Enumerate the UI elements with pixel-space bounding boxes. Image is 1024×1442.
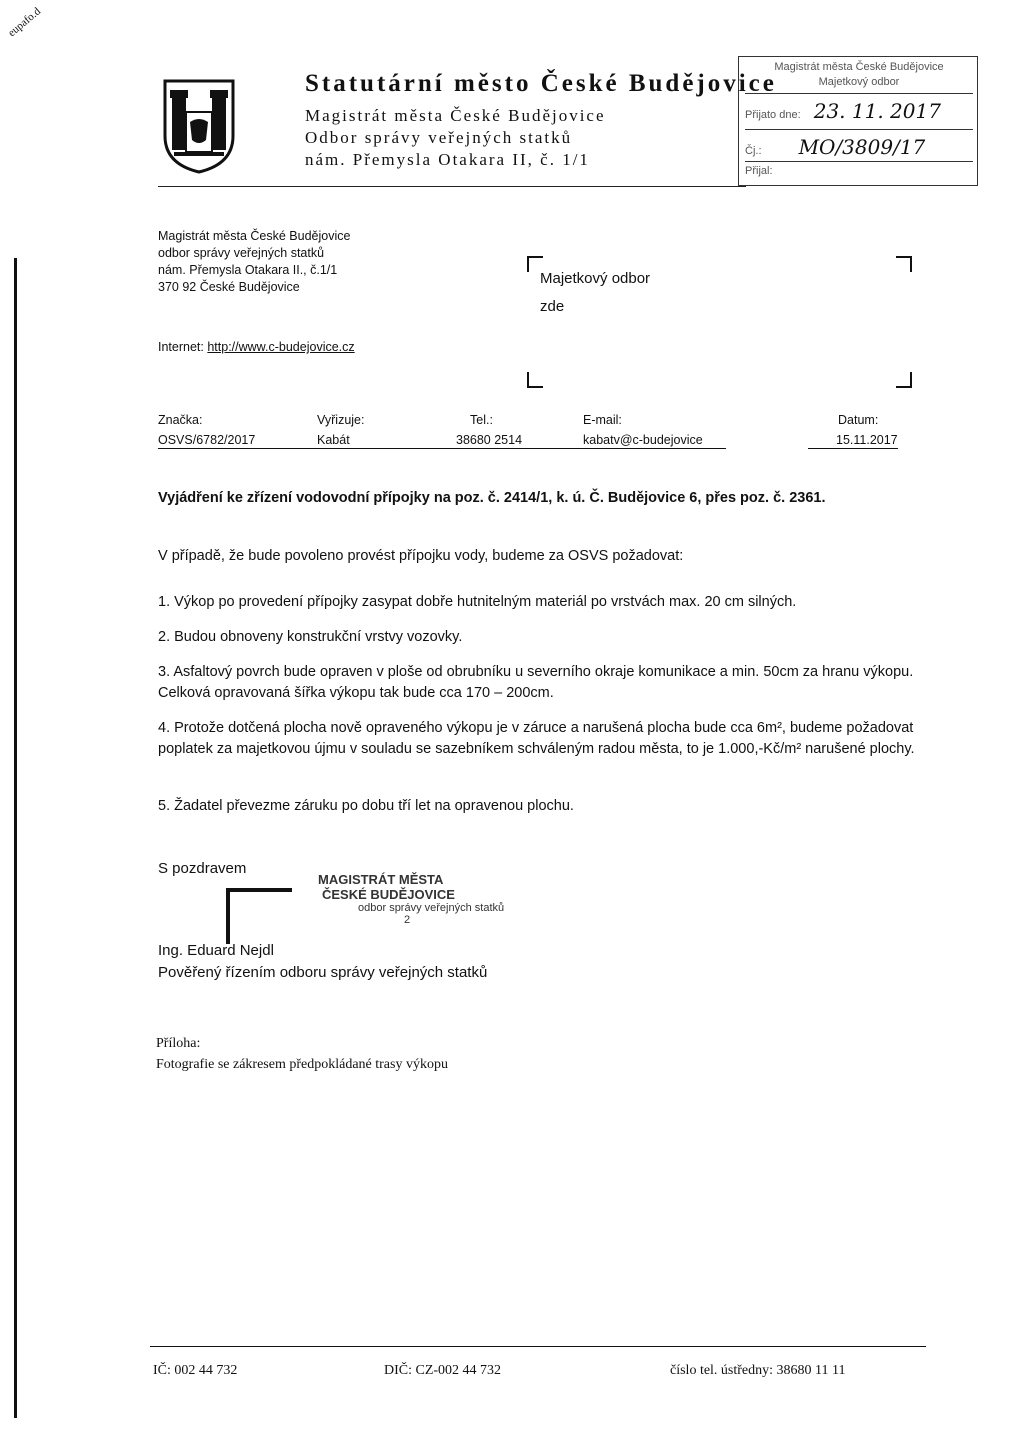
footer-rule: [150, 1346, 926, 1347]
footer-tel: číslo tel. ústředny: 38680 11 11: [670, 1363, 846, 1378]
sender-line-2: odbor správy veřejných statků: [158, 246, 325, 260]
stamp-prijal-label: Přijal:: [745, 165, 773, 177]
requirement-item-4: 4. Protože dotčená plocha nově opraveného výkopu je v záruce a narušená plocha bude cca 6m², budeme požadovat poplatek za majetkovou újmu v souladu se sazebníkem schváleným radou města, to je 1.000,-Kč/m² narušené plochy.: [158, 720, 915, 757]
requirement-item-5: 5. Žadatel převezme záruku po dobu tří let na opravenou plochu.: [158, 798, 574, 814]
received-stamp: [738, 56, 978, 186]
email-label: E-mail:: [583, 413, 622, 427]
footer-dic: DIČ: CZ-002 44 732: [384, 1363, 502, 1378]
intro-text: V případě, že bude povoleno provést přípojku vody, budeme za OSVS požadovat:: [158, 548, 684, 564]
stamp-org: Magistrát města České Budějovice: [774, 61, 944, 73]
recipient-line-1: Majetkový odbor: [540, 270, 651, 287]
official-stamp-line-3: odbor správy veřejných statků: [358, 902, 505, 914]
stamp-cj-value: MO/3809/17: [798, 135, 926, 159]
requirement-item-1: 1. Výkop po provedení přípojky zasypat dobře hutnitelným materiál po vrstvách max. 20 cm silných.: [158, 594, 797, 610]
window-corner-br: [896, 372, 912, 388]
stamp-received-value: 23. 11. 2017: [813, 99, 941, 123]
official-stamp-line-4: 2: [404, 914, 411, 926]
sender-line-1: Magistrát města České Budějovice: [158, 229, 351, 243]
stamp-dept: Majetkový odbor: [818, 76, 900, 88]
signature-redaction: [226, 888, 292, 944]
requirement-item-2: 2. Budou obnoveny konstrukční vrstvy vozovky.: [158, 629, 463, 645]
tel-label: Tel.:: [470, 413, 493, 427]
internet-line: [158, 340, 355, 354]
window-corner-tr: [896, 256, 912, 272]
closing-text: S pozdravem: [158, 860, 247, 877]
subject-line: Vyjádření ke zřízení vodovodní přípojky na poz. č. 2414/1, k. ú. Č. Budějovice 6, přes poz. č. 2361.: [158, 490, 826, 506]
window-corner-bl: [527, 372, 543, 388]
header-line-3: nám. Přemysla Otakara II, č. 1/1: [305, 150, 590, 169]
sender-line-4: 370 92 České Budějovice: [158, 280, 300, 294]
reference-rule: [158, 448, 726, 449]
internet-link[interactable]: http://www.c-budejovice.cz: [207, 340, 355, 354]
corner-note: eupafo.d: [6, 5, 43, 40]
attachment-text: Fotografie se zákresem předpokládané trasy výkopu: [156, 1057, 448, 1072]
znacka-value: OSVS/6782/2017: [158, 433, 256, 447]
recipient-line-2: zde: [540, 298, 565, 315]
header-line-1: Magistrát města České Budějovice: [305, 106, 606, 125]
sender-line-3: nám. Přemysla Otakara II., č.1/1: [158, 263, 338, 277]
stamp-cj-label: Čj.:: [745, 145, 762, 157]
official-stamp-line-2: ČESKÉ BUDĚJOVICE: [322, 887, 455, 902]
header-line-2: Odbor správy veřejných statků: [305, 128, 573, 147]
tel-value: 38680 2514: [456, 433, 523, 447]
header-rule: [158, 186, 746, 187]
reference-rule-date: [808, 448, 898, 449]
datum-label: Datum:: [838, 413, 879, 427]
left-margin-rule: [14, 258, 17, 1418]
vyrizuje-label: Vyřizuje:: [317, 413, 365, 427]
email-value: kabatv@c-budejovice: [583, 433, 703, 447]
stamp-received-label: Přijato dne:: [745, 109, 801, 121]
official-stamp-line-1: MAGISTRÁT MĚSTA: [318, 872, 444, 887]
signer-name: Ing. Eduard Nejdl: [158, 942, 274, 959]
requirement-item-3: 3. Asfaltový povrch bude opraven v ploše od obrubníku u severního okraje komunikace a min. 50cm za hranu výkopu. Celková opravovaná šířka výkopu tak bude cca 170 – 200cm.: [158, 664, 914, 701]
znacka-label: Značka:: [158, 413, 203, 427]
attachment-label: Příloha:: [156, 1036, 201, 1051]
internet-label: Internet:: [158, 340, 204, 354]
official-stamp: [318, 872, 518, 940]
vyrizuje-value: Kabát: [317, 433, 350, 447]
footer-ic: IČ: 002 44 732: [153, 1363, 238, 1378]
sender-address: [158, 228, 350, 296]
header-title: Statutární město České Budějovice: [305, 70, 777, 97]
city-crest-icon: [162, 78, 236, 174]
datum-value: 15.11.2017: [836, 433, 898, 447]
signer-role: Pověřený řízením odboru správy veřejných statků: [158, 964, 488, 981]
recipient-address: [540, 268, 650, 318]
